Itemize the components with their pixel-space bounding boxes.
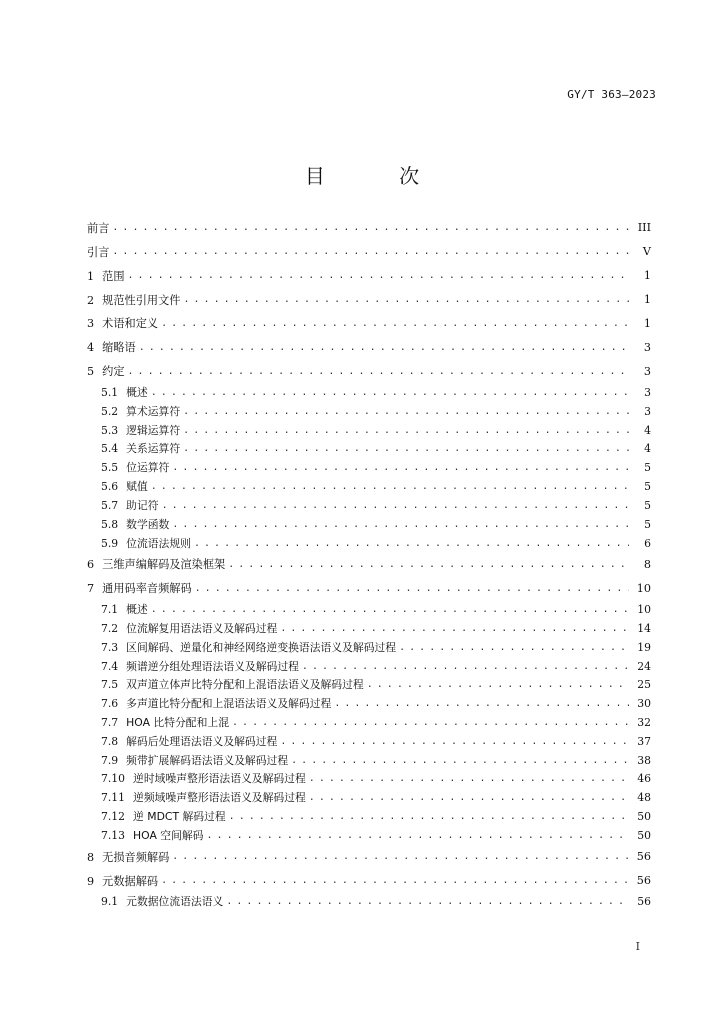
dot-leader bbox=[183, 425, 629, 436]
dot-leader bbox=[112, 246, 629, 257]
toc-entry-page: 56 bbox=[637, 895, 651, 909]
toc-entry-page: 25 bbox=[637, 678, 651, 692]
toc-entry-page: 56 bbox=[636, 874, 651, 888]
toc-entry[interactable] bbox=[87, 807, 651, 826]
toc-entry-title: 术语和定义 bbox=[102, 317, 159, 331]
toc-entry-label bbox=[87, 753, 291, 768]
toc-entry-title: 前言 bbox=[87, 221, 110, 235]
toc-entry[interactable] bbox=[87, 770, 651, 789]
toc-entry-title: 位流语法规则 bbox=[126, 536, 191, 550]
toc-entry-page: 10 bbox=[636, 581, 651, 595]
toc-entry-label bbox=[87, 677, 367, 692]
toc-entry-number: 5.5 bbox=[101, 461, 119, 475]
toc-entry[interactable] bbox=[87, 619, 651, 638]
toc-entry[interactable] bbox=[87, 312, 651, 336]
toc-entry-label bbox=[87, 659, 302, 674]
toc-entry-number: 6 bbox=[87, 558, 95, 572]
toc-entry[interactable] bbox=[87, 515, 651, 534]
toc-entry-label bbox=[87, 423, 183, 438]
toc-entry[interactable] bbox=[87, 383, 651, 402]
toc-entry-page: 30 bbox=[637, 697, 651, 711]
toc-entry[interactable] bbox=[87, 264, 651, 288]
toc-entry-title: 元数据解码 bbox=[102, 874, 159, 888]
dot-leader bbox=[194, 538, 629, 549]
toc-entry-label bbox=[87, 339, 139, 355]
toc-entry-page: 24 bbox=[637, 659, 651, 673]
toc-entry-number: 9 bbox=[87, 874, 95, 888]
dot-leader bbox=[229, 811, 629, 822]
toc-entry[interactable] bbox=[87, 893, 651, 912]
toc-entry-label bbox=[87, 621, 280, 636]
toc-entry-page: 56 bbox=[636, 850, 651, 864]
toc-entry-title: 缩略语 bbox=[102, 341, 136, 355]
toc-entry-label bbox=[87, 849, 172, 865]
toc-entry-title: 多声道比特分配和上混语法语义及解码过程 bbox=[126, 697, 332, 711]
toc-entry-label bbox=[87, 292, 183, 308]
toc-entry-number: 7.4 bbox=[101, 659, 119, 673]
toc-entry-title: 双声道立体声比特分配和上混语法语义及解码过程 bbox=[126, 678, 364, 692]
toc-entry-number: 7.1 bbox=[101, 603, 119, 617]
toc-entry-label bbox=[87, 556, 228, 572]
dot-leader bbox=[151, 604, 629, 615]
toc-entry-title: 助记符 bbox=[126, 498, 159, 512]
toc-entry[interactable] bbox=[87, 845, 651, 869]
dot-leader bbox=[228, 559, 629, 570]
toc-entry-number: 7.7 bbox=[101, 715, 119, 729]
page-title: 目 次 bbox=[304, 164, 454, 188]
toc-entry-number: 7.9 bbox=[101, 753, 119, 767]
toc-entry-number: 7.2 bbox=[101, 621, 119, 635]
toc-entry-number: 7.6 bbox=[101, 697, 119, 711]
dot-leader bbox=[309, 792, 629, 803]
dot-leader bbox=[183, 406, 629, 417]
toc-entry-number: 1 bbox=[87, 269, 95, 283]
toc-entry-label bbox=[87, 363, 128, 379]
toc-entry-number: 5.6 bbox=[101, 480, 119, 494]
dot-leader bbox=[280, 623, 629, 634]
dot-leader bbox=[367, 679, 629, 690]
toc-entry-page: 50 bbox=[637, 828, 651, 842]
toc-entry-title: 数学函数 bbox=[126, 517, 170, 531]
toc-entry[interactable] bbox=[87, 713, 651, 732]
toc-entry[interactable] bbox=[87, 826, 651, 845]
toc-entry-title: 逆时域噪声整形语法语义及解码过程 bbox=[133, 772, 306, 786]
toc-entry-title: 概述 bbox=[126, 603, 148, 617]
toc-entry-page: 32 bbox=[637, 715, 651, 729]
page-number: I bbox=[635, 940, 640, 953]
toc-entry-number: 5.3 bbox=[101, 423, 119, 437]
toc-entry-number: 7.13 bbox=[101, 828, 126, 842]
toc-entry-page: 4 bbox=[644, 442, 651, 456]
toc-entry-page: 3 bbox=[643, 364, 651, 378]
toc-entry[interactable] bbox=[87, 496, 651, 515]
toc-entry-number: 7.3 bbox=[101, 640, 119, 654]
toc-entry-number: 3 bbox=[87, 317, 95, 331]
toc-entry-page: 19 bbox=[637, 640, 651, 654]
toc-entry-label bbox=[87, 244, 112, 260]
toc-entry-page: 5 bbox=[644, 461, 651, 475]
toc-entry-label bbox=[87, 771, 309, 786]
toc-entry-page: 37 bbox=[637, 734, 651, 748]
toc-entry-label bbox=[87, 790, 309, 805]
toc-entry-title: 约定 bbox=[102, 365, 125, 379]
dot-leader bbox=[302, 661, 629, 672]
toc-entry-number: 9.1 bbox=[101, 895, 119, 909]
toc-entry-number: 7.5 bbox=[101, 678, 119, 692]
dot-leader bbox=[399, 642, 629, 653]
toc-entry-title: 引言 bbox=[87, 245, 110, 259]
toc-entry-label bbox=[87, 640, 399, 655]
toc-entry-page: 1 bbox=[643, 316, 651, 330]
toc-entry-number: 7 bbox=[87, 582, 95, 596]
toc-entry-label bbox=[87, 734, 280, 749]
toc-entry[interactable] bbox=[87, 552, 651, 576]
toc-entry-label bbox=[87, 580, 195, 596]
toc-entry[interactable] bbox=[87, 534, 651, 553]
toc-entry-label bbox=[87, 602, 151, 617]
toc-entry-label bbox=[87, 498, 162, 513]
toc-entry-title: 赋值 bbox=[126, 480, 148, 494]
toc-entry[interactable] bbox=[87, 359, 651, 383]
toc-entry-title: 位流解复用语法语义及解码过程 bbox=[126, 621, 278, 635]
toc-entry-title: 元数据位流语法语义 bbox=[126, 895, 224, 909]
toc-entry[interactable] bbox=[87, 458, 651, 477]
toc-entry-number: 7.12 bbox=[101, 810, 126, 824]
toc-entry[interactable] bbox=[87, 240, 651, 264]
toc-entry[interactable] bbox=[87, 869, 651, 893]
toc-entry-number: 4 bbox=[87, 341, 95, 355]
toc-entry-page: 4 bbox=[644, 423, 651, 437]
toc-entry-label bbox=[87, 268, 128, 284]
toc-entry[interactable] bbox=[87, 288, 651, 312]
toc-entry-page: 1 bbox=[643, 269, 651, 283]
toc-entry-page: 5 bbox=[644, 480, 651, 494]
dot-leader bbox=[195, 583, 629, 594]
dot-leader bbox=[128, 366, 629, 377]
toc-entry-page: 3 bbox=[644, 386, 651, 400]
document-code: GY/T 363—2023 bbox=[567, 88, 656, 101]
toc-entry-title: HOA 空间解码 bbox=[133, 828, 204, 842]
dot-leader bbox=[172, 462, 629, 473]
toc-entry[interactable] bbox=[87, 335, 651, 359]
toc-entry-number: 5 bbox=[87, 365, 95, 379]
toc-entry-label bbox=[87, 220, 112, 236]
toc-entry-label bbox=[87, 809, 229, 824]
toc-entry-number: 7.11 bbox=[101, 791, 126, 805]
toc-entry-number: 7.8 bbox=[101, 734, 119, 748]
toc-entry-label bbox=[87, 536, 194, 551]
toc-entry-title: 逆 MDCT 解码过程 bbox=[133, 810, 226, 824]
dot-leader bbox=[206, 830, 629, 841]
toc-entry-title: 逆频域噪声整形语法语义及解码过程 bbox=[133, 791, 306, 805]
dot-leader bbox=[183, 443, 629, 454]
toc-entry-page: III bbox=[637, 221, 651, 235]
dot-leader bbox=[172, 519, 629, 530]
toc-entry-title: 三维声编解码及渲染框架 bbox=[102, 558, 226, 572]
toc-entry[interactable] bbox=[87, 675, 651, 694]
toc-entry-number: 5.8 bbox=[101, 517, 119, 531]
toc-entry-number: 5.1 bbox=[101, 386, 119, 400]
toc-entry-number: 5.7 bbox=[101, 498, 119, 512]
toc-entry[interactable] bbox=[87, 657, 651, 676]
toc-entry-title: 算术运算符 bbox=[126, 404, 181, 418]
dot-leader bbox=[334, 698, 629, 709]
toc-entry-title: 无损音频解码 bbox=[102, 850, 170, 864]
toc-entry[interactable] bbox=[87, 576, 651, 600]
toc-entry-label bbox=[87, 828, 206, 843]
dot-leader bbox=[226, 896, 629, 907]
dot-leader bbox=[280, 736, 629, 747]
toc-entry-label bbox=[87, 894, 226, 909]
toc-entry-page: 50 bbox=[637, 810, 651, 824]
toc-entry-label bbox=[87, 696, 334, 711]
toc-entry[interactable] bbox=[87, 638, 651, 657]
toc-entry-label bbox=[87, 404, 183, 419]
toc-entry-page: 1 bbox=[643, 293, 651, 307]
dot-leader bbox=[161, 318, 629, 329]
dot-leader bbox=[151, 481, 629, 492]
dot-leader bbox=[183, 294, 629, 305]
toc-entry-title: 区间解码、逆量化和神经网络逆变换语法语义及解码过程 bbox=[126, 640, 397, 654]
toc-entry-page: 3 bbox=[644, 404, 651, 418]
toc-entry-title: 关系运算符 bbox=[126, 442, 181, 456]
toc-entry-title: 解码后处理语法语义及解码过程 bbox=[126, 734, 278, 748]
dot-leader bbox=[172, 851, 629, 862]
toc-entry-number: 7.10 bbox=[101, 772, 126, 786]
toc-entry-title: 范围 bbox=[102, 269, 125, 283]
dot-leader bbox=[112, 222, 629, 233]
dot-leader bbox=[291, 755, 629, 766]
toc-entry[interactable] bbox=[87, 421, 651, 440]
toc-entry-label bbox=[87, 715, 232, 730]
toc-entry-title: 逻辑运算符 bbox=[126, 423, 181, 437]
dot-leader bbox=[128, 270, 629, 281]
toc-entry-page: 46 bbox=[637, 772, 651, 786]
toc-entry-number: 8 bbox=[87, 850, 95, 864]
toc-entry[interactable] bbox=[87, 477, 651, 496]
toc-entry-title: 位运算符 bbox=[126, 461, 170, 475]
toc-entry-page: 6 bbox=[644, 536, 651, 550]
toc-entry-title: 频谱逆分组处理语法语义及解码过程 bbox=[126, 659, 299, 673]
toc-entry-label bbox=[87, 479, 151, 494]
toc-entry-page: 38 bbox=[637, 753, 651, 767]
toc-entry-number: 2 bbox=[87, 293, 95, 307]
toc-entry[interactable] bbox=[87, 788, 651, 807]
toc-entry-title: HOA 比特分配和上混 bbox=[126, 715, 229, 729]
toc-entry-page: 5 bbox=[644, 517, 651, 531]
toc-entry[interactable] bbox=[87, 751, 651, 770]
toc-entry[interactable] bbox=[87, 440, 651, 459]
toc-entry[interactable] bbox=[87, 694, 651, 713]
dot-leader bbox=[151, 387, 629, 398]
toc-entry-page: 5 bbox=[644, 498, 651, 512]
toc-entry-page: V bbox=[642, 245, 651, 259]
dot-leader bbox=[161, 875, 629, 886]
dot-leader bbox=[139, 342, 629, 353]
dot-leader bbox=[309, 773, 629, 784]
toc-entry-page: 8 bbox=[643, 557, 651, 571]
toc-entry-page: 3 bbox=[643, 340, 651, 354]
toc-entry-number: 5.2 bbox=[101, 404, 119, 418]
toc-entry-title: 通用码率音频解码 bbox=[102, 582, 192, 596]
toc-entry-title: 概述 bbox=[126, 386, 148, 400]
dot-leader bbox=[162, 500, 629, 511]
toc-entry-page: 14 bbox=[637, 621, 651, 635]
toc-entry-label bbox=[87, 315, 161, 331]
toc-entry-label bbox=[87, 385, 151, 400]
toc-entry-label bbox=[87, 873, 161, 889]
toc-entry-number: 5.9 bbox=[101, 536, 119, 550]
toc-entry-label bbox=[87, 460, 172, 475]
toc-entry-label bbox=[87, 441, 183, 456]
toc-entry-label bbox=[87, 517, 172, 532]
toc-entry-page: 10 bbox=[637, 603, 651, 617]
toc-entry-title: 规范性引用文件 bbox=[102, 293, 181, 307]
toc-entry[interactable] bbox=[87, 732, 651, 751]
toc-entry[interactable] bbox=[87, 402, 651, 421]
toc-entry-number: 5.4 bbox=[101, 442, 119, 456]
toc-entry[interactable] bbox=[87, 216, 651, 240]
toc-entry-page: 48 bbox=[637, 791, 651, 805]
table-of-contents bbox=[87, 216, 651, 911]
dot-leader bbox=[232, 717, 629, 728]
toc-entry-title: 频带扩展解码语法语义及解码过程 bbox=[126, 753, 289, 767]
toc-entry[interactable] bbox=[87, 600, 651, 619]
